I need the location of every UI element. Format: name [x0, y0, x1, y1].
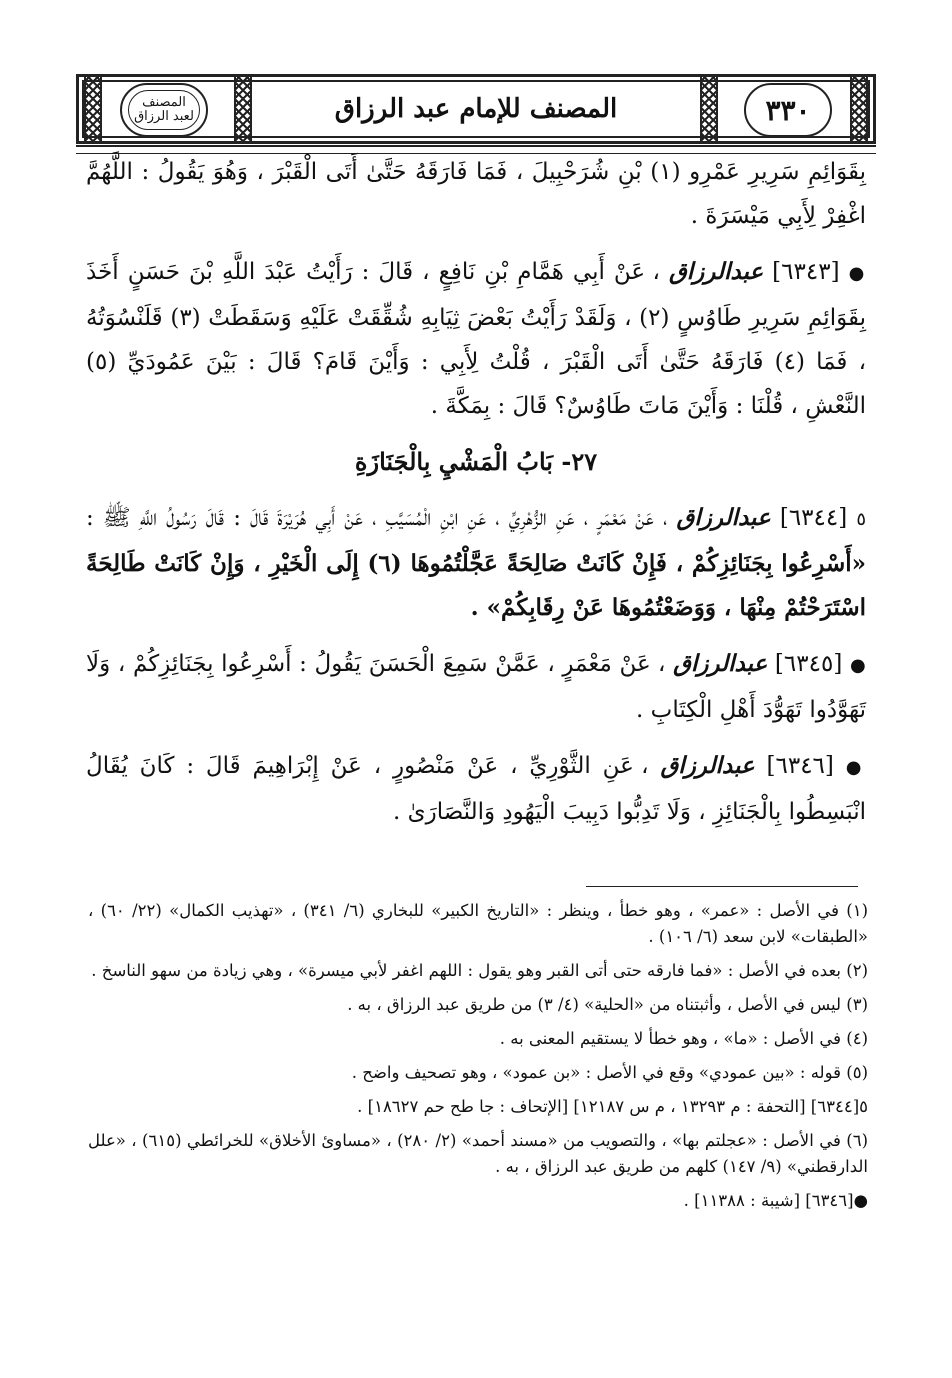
- footnote-4: (٤) في الأصل : «ما» ، وهو خطأ لا يستقيم المعنى به .: [499, 1029, 868, 1048]
- main-text: [86, 150, 866, 846]
- footnote-2: (٢) بعده في الأصل : «فما فارقه حتى أتى القبر وهو يقول : اللهم اغفر لأبي ميسرة» ، وهي زيادة من سهو الناسخ .: [91, 961, 868, 980]
- entry-author: عبدالرزاق: [676, 504, 771, 531]
- book-seal: [120, 83, 208, 137]
- entry-author: عبدالرزاق: [668, 258, 764, 285]
- footnote-source-6346: ●[٦٣٤٦] [شيبة : ١١٣٨٨] .: [683, 1191, 868, 1210]
- header-ornament-left: [84, 74, 102, 144]
- book-title: المصنف للإمام عبد الرزاق: [334, 94, 618, 124]
- entry-marker: ●: [845, 757, 867, 778]
- entry-text: ، عَنِ الثَّوْرِيِّ ، عَنْ مَنْصُورٍ ، عَنْ إِبْرَاهِيمَ قَالَ : كَانَ يُقَالُ انْبَسِطُوا بِالْجَنَائِزِ ، وَلَا تَدِبُّوا دَبِيبَ الْيَهُودِ وَالنَّصَارَىٰ .: [86, 753, 866, 825]
- entry-marker: ●: [848, 263, 867, 284]
- entry-author: عبدالرزاق: [673, 650, 768, 677]
- hadith-6343: [86, 250, 866, 428]
- footnote-1: (١) في الأصل : «عمر» ، وهو خطأ ، وينظر : «التاريخ الكبير» للبخاري (٦/ ٣٤١) ، «تهذيب الكمال» (٢٢/ ٦٠) ، «الطبقات» لابن سعد (٦/ ١٠٦) .: [88, 901, 868, 946]
- entry-marker: ٥: [856, 509, 867, 530]
- entry-text: ، عَنْ مَعْمَرٍ ، عَمَّنْ سَمِعَ الْحَسَنَ يَقُولُ : أَسْرِعُوا بِجَنَائِزِكُمْ ، وَلَا تَهَوَّدُوا تَهَوُّدَ أَهْلِ الْكِتَابِ .: [86, 651, 866, 723]
- hadith-6346: [86, 744, 866, 834]
- footnote-source-6344: ٥[٦٣٤٤] [التحفة : م ١٣٢٩٣ ، م س ١٢١٨٧] [الإتحاف : جا طح حم ١٨٦٢٧] .: [357, 1097, 868, 1116]
- header-ornament-left-inner: [234, 74, 252, 144]
- entry-number: [٦٣٤٥]: [774, 651, 843, 677]
- paragraph-continued: بِقَوَائِمِ سَرِيرِ عَمْرِو (١) بْنِ شُرَحْبِيلَ ، فَمَا فَارَقَهُ حَتَّىٰ أَتَى الْقَبْرَ ، وَهُوَ يَقُولُ : اللَّهُمَّ اغْفِرْ لِأَبِي مَيْسَرَةَ .: [86, 159, 867, 229]
- header-ornament-right-inner: [700, 74, 718, 144]
- seal-line-1: المصنف: [142, 95, 186, 110]
- entry-number: [٦٣٤٣]: [772, 259, 840, 285]
- entry-number: [٦٣٤٦]: [766, 753, 834, 779]
- entry-author: عبدالرزاق: [660, 752, 755, 779]
- hadith-quote: «أَسْرِعُوا بِجَنَائِزِكُمْ ، فَإِنْ كَانَتْ صَالِحَةً عَجَّلْتُمُوهَا (٦) إِلَى الْخَيْرِ ، وَإِنْ كَانَتْ طَالِحَةً اسْتَرَحْتُمْ مِنْهَا ، وَوَضَعْتُمُوهَا عَنْ رِقَابِكُمْ» .: [86, 550, 867, 621]
- hadith-6344: [86, 496, 866, 630]
- footnote-3: (٣) ليس في الأصل ، وأثبتناه من «الحلية» (٤/ ٣) من طريق عبد الرزاق ، به .: [347, 995, 868, 1014]
- running-header: [76, 74, 876, 144]
- chapter-title: ٢٧- بَابُ الْمَشْيِ بِالْجَنَازَةِ: [354, 447, 598, 476]
- footnotes: [88, 898, 868, 1222]
- entry-text: ، عَنْ أَبِي هَمَّامِ بْنِ نَافِعٍ ، قَالَ : رَأَيْتُ عَبْدَ اللَّهِ بْنَ حَسَنٍ أَخَذَ بِقَوَائِمِ سَرِيرِ طَاوُسٍ (٢) ، وَلَقَدْ رَأَيْتُ بَعْضَ ثِيَابِهِ شُقِّقَتْ عَلَيْهِ وَسَقَطَتْ (٣) قَلَنْسُوَتُهُ ، فَمَا (٤) فَارَقَهُ حَتَّىٰ أَتَى الْقَبْرَ ، قُلْتُ لِأَبِي : وَأَيْنَ قَامَ؟ قَالَ : بَيْنَ عَمُودَيِّ (٥) النَّعْشِ ، قُلْنَا : وَأَيْنَ مَاتَ طَاوُسٌ؟ قَالَ : بِمَكَّةَ .: [86, 259, 867, 419]
- entry-number: [٦٣٤٤]: [779, 505, 848, 531]
- footnote-6: (٦) في الأصل : «عجلتم بها» ، والتصويب من «مسند أحمد» (٢/ ٢٨٠) ، «مساوئ الأخلاق» للخرائطي (٦١٥) ، «علل الدارقطني» (٩/ ١٤٧) كلهم من طريق عبد الرزاق ، به .: [88, 1131, 868, 1176]
- footnote-5: (٥) قوله : «بين عمودي» وقع في الأصل : «بن عمود» ، وهو تصحيف واضح .: [351, 1063, 868, 1082]
- entry-text: ، عَنْ مَعْمَرٍ ، عَنِ الزُّهْرِيِّ ، عَنِ ابْنِ الْمُسَيَّبِ ، عَنْ أَبِي هُرَيْرَةَ قَالَ : قَالَ رَسُولُ اللَّهِ ﷺ :: [86, 505, 668, 531]
- hadith-6345: [86, 642, 866, 732]
- page-number: ٣٣٠: [744, 83, 832, 137]
- footnote-separator: [586, 886, 858, 887]
- header-ornament-right: [850, 74, 868, 144]
- seal-line-2: لعبد الرزاق: [134, 109, 194, 124]
- book-seal-inner: [128, 90, 200, 130]
- entry-marker: ●: [849, 655, 867, 676]
